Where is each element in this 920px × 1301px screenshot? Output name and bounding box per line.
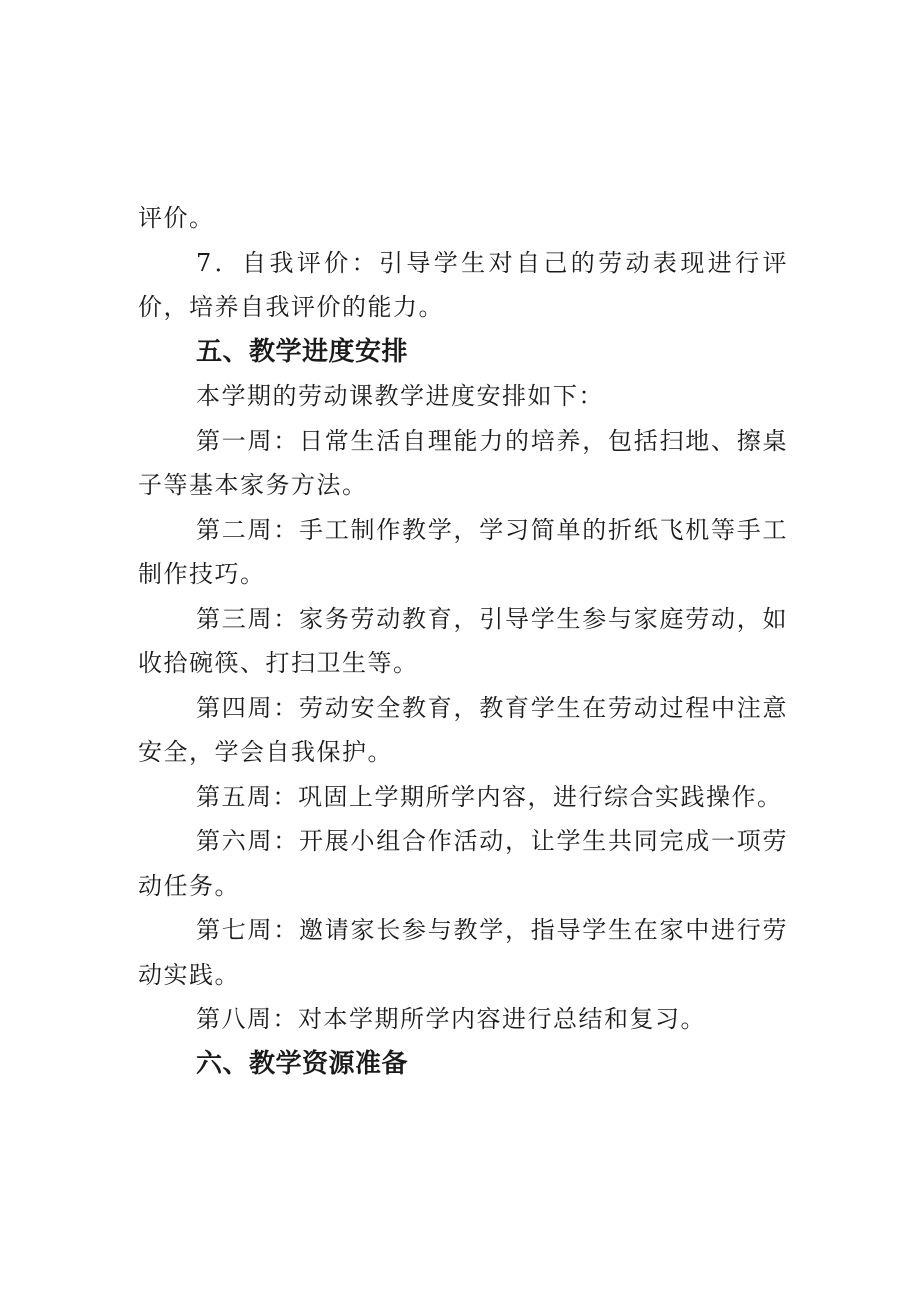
week-8-item: 第八周：对本学期所学内容进行总结和复习。: [196, 1005, 706, 1033]
document-body: [138, 196, 788, 1086]
item-7-self-evaluation: 7．自我评价：引导学生对自己的劳动表现进行评价，培养自我评价的能力。: [138, 248, 788, 321]
week-4-item: 第四周：劳动安全教育，教育学生在劳动过程中注意安全，学会自我保护。: [138, 693, 788, 766]
section-6-heading: 六、教学资源准备: [196, 1048, 409, 1079]
section-5-heading: 五、教学进度安排: [196, 336, 409, 367]
week-2-item: 第二周：手工制作教学，学习简单的折纸飞机等手工制作技巧。: [138, 515, 788, 588]
week-7-item: 第七周：邀请家长参与教学，指导学生在家中进行劳动实践。: [138, 916, 788, 989]
week-6-item: 第六周：开展小组合作活动，让学生共同完成一项劳动任务。: [138, 827, 788, 900]
week-3-item: 第三周：家务劳动教育，引导学生参与家庭劳动，如收拾碗筷、打扫卫生等。: [138, 604, 788, 677]
section-5-intro: 本学期的劳动课教学进度安排如下：: [196, 382, 604, 410]
continuation-text: 评价。: [138, 204, 215, 232]
week-5-item: 第五周：巩固上学期所学内容，进行综合实践操作。: [196, 782, 783, 811]
week-1-item: 第一周：日常生活自理能力的培养，包括扫地、擦桌子等基本家务方法。: [138, 426, 788, 499]
